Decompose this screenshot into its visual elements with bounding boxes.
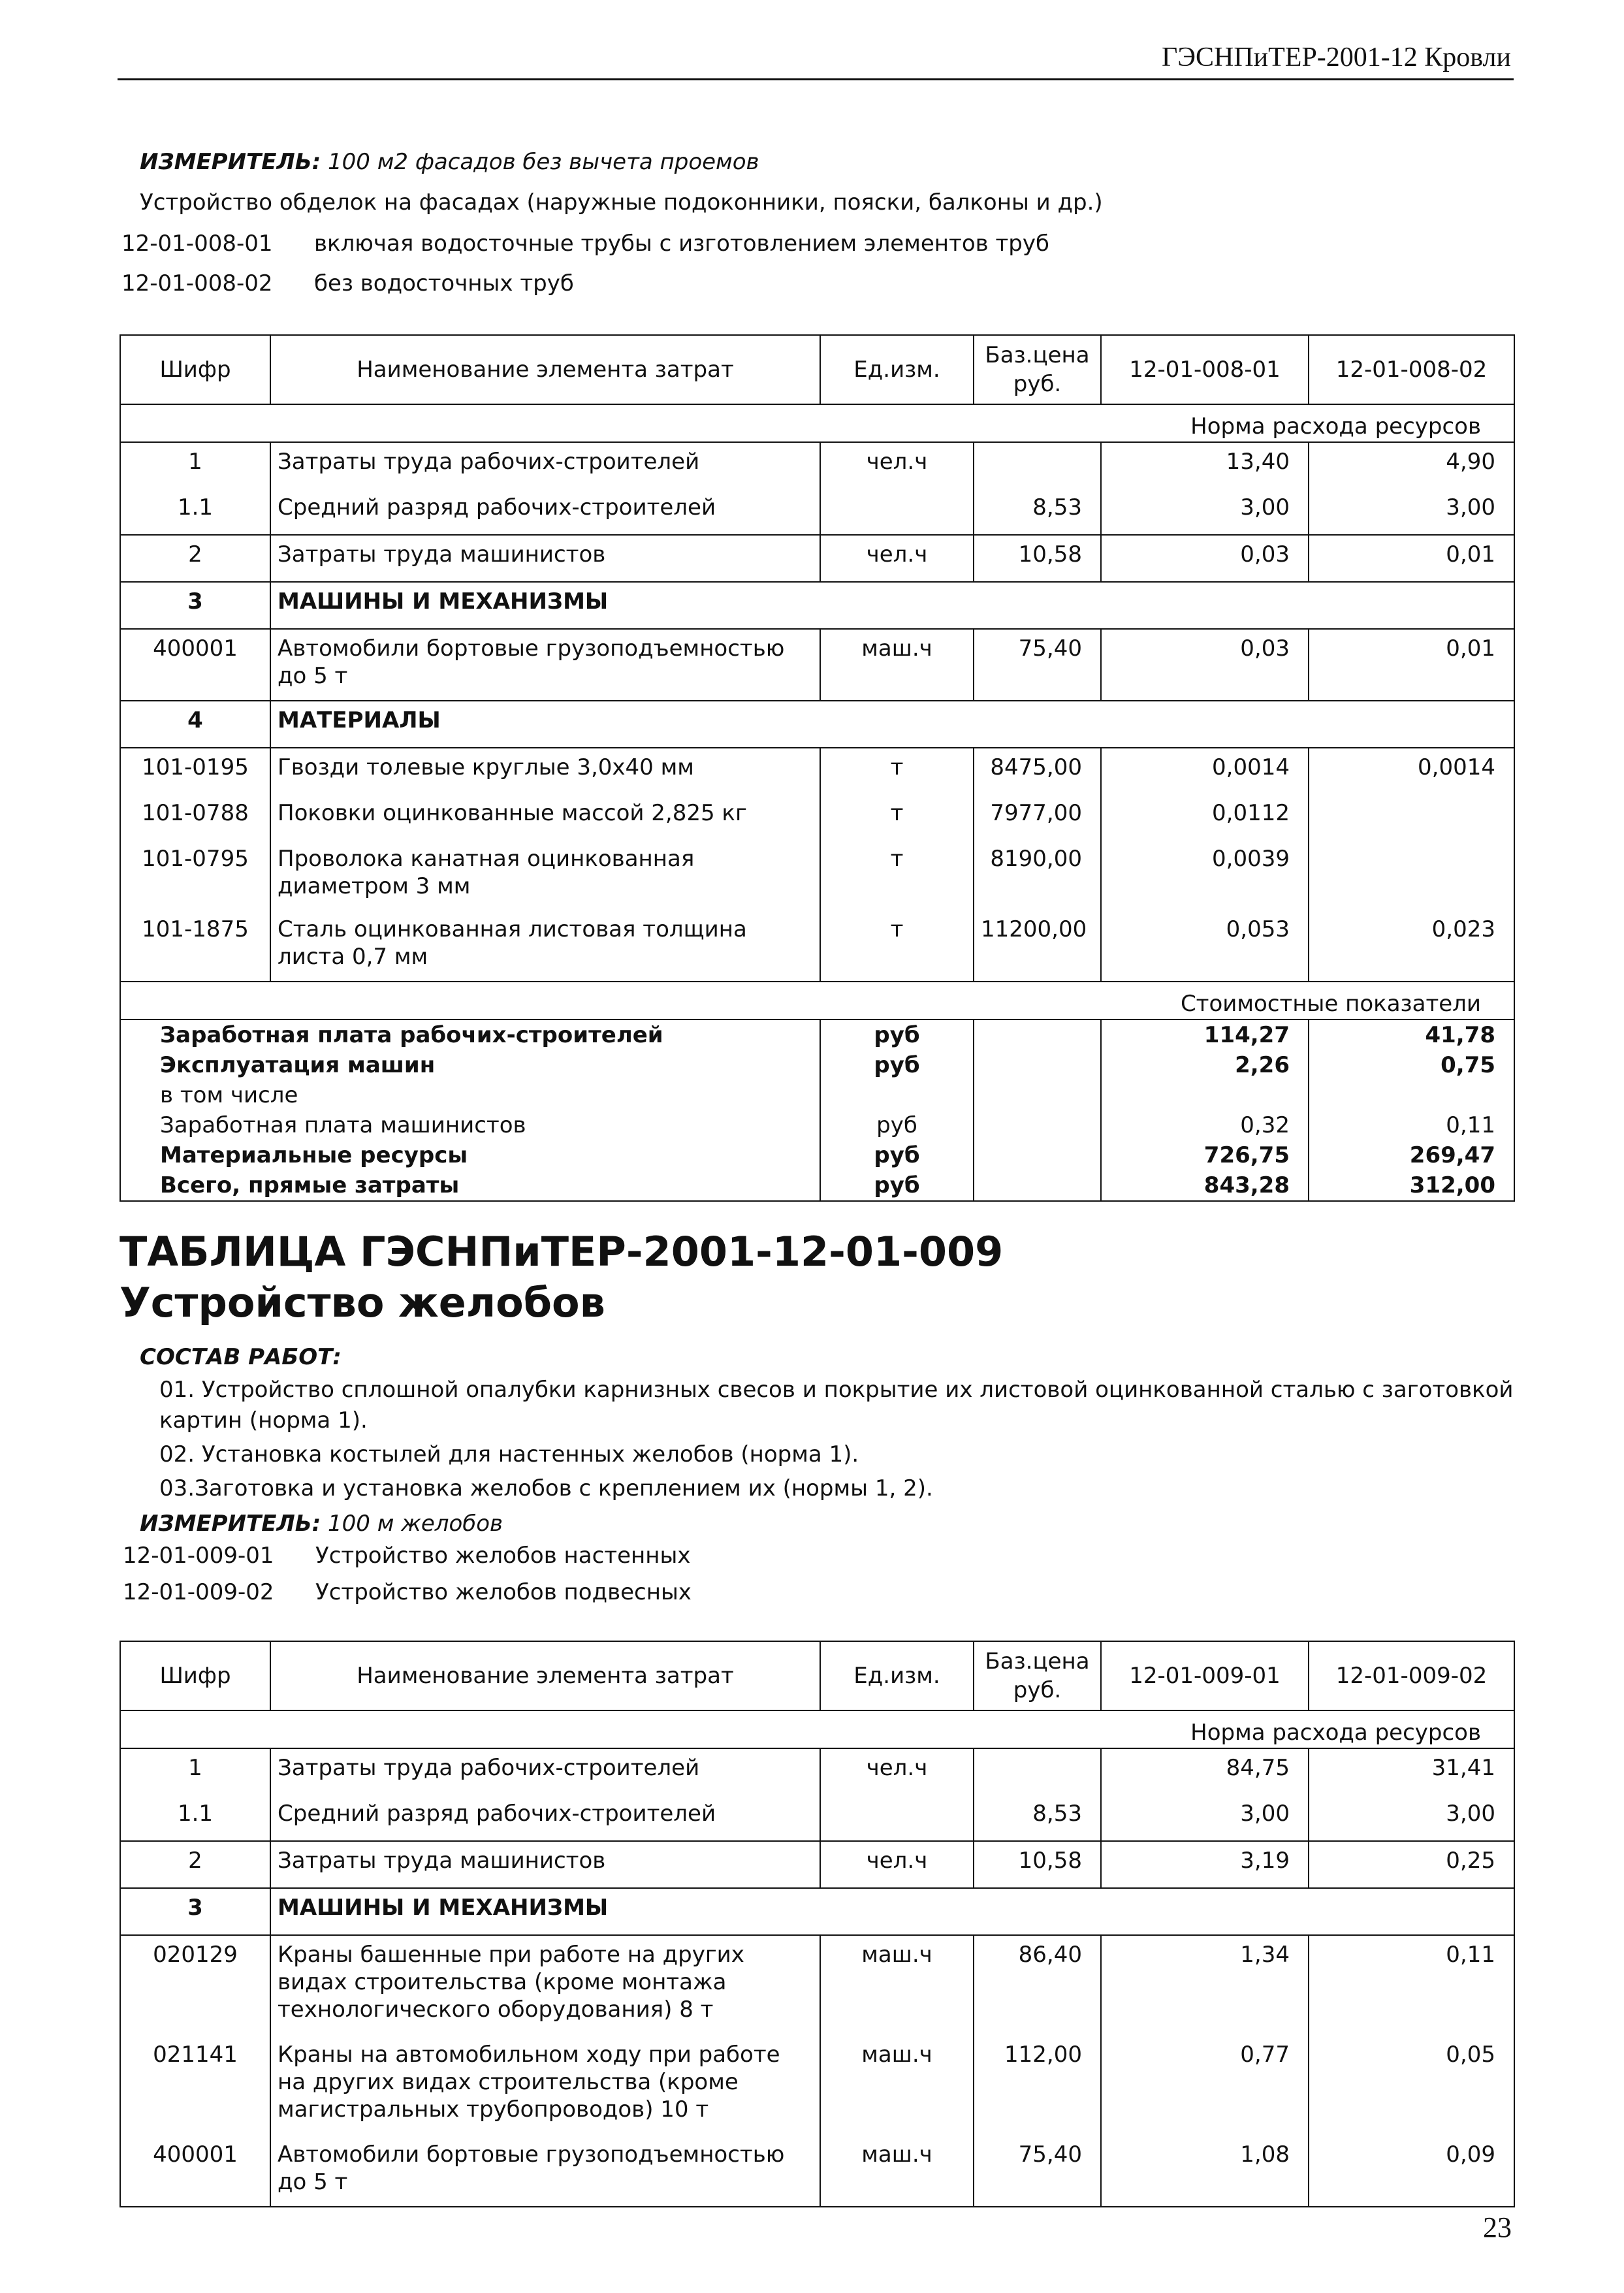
row-price — [974, 1748, 1101, 1795]
row-value-2: 4,90 — [1309, 442, 1514, 489]
row-price: 75,40 — [974, 629, 1101, 701]
row-value-1: 0,03 — [1101, 629, 1309, 701]
row-id: 2 — [120, 535, 270, 582]
summary-name: в том числе — [120, 1080, 820, 1110]
row-price: 10,58 — [974, 535, 1101, 582]
page-number: 23 — [1483, 2211, 1512, 2243]
table-row — [120, 1841, 1514, 1888]
summary-value-2: 312,00 — [1309, 1170, 1514, 1201]
row-id: 101-0195 — [120, 748, 270, 794]
row-id: 101-0795 — [120, 840, 270, 910]
row-price — [974, 442, 1101, 489]
row-unit: т — [820, 748, 974, 794]
norms-table-1 — [119, 334, 1515, 1202]
measure-value: 100 м желобов — [328, 1511, 503, 1537]
table-header-row — [120, 335, 1514, 404]
summary-value-2 — [1309, 1080, 1514, 1110]
work-label-text: СОСТАВ РАБОТ: — [140, 1344, 342, 1370]
code-number: 12-01-009-02 — [123, 1579, 274, 1605]
table-row — [120, 535, 1514, 582]
section-row — [120, 582, 1514, 629]
summary-unit: руб — [820, 1110, 974, 1140]
row-unit: чел.ч — [820, 442, 974, 489]
row-price: 11200,00 — [974, 910, 1101, 982]
row-value-1: 0,03 — [1101, 535, 1309, 582]
measure-line-1 — [140, 149, 759, 175]
table-row — [120, 629, 1514, 701]
summary-name: Эксплуатация машин — [120, 1050, 820, 1080]
row-id: 020129 — [120, 1935, 270, 2036]
table-row — [120, 840, 1514, 910]
row-id: 1.1 — [120, 489, 270, 535]
row-name: Затраты труда рабочих-строителей — [270, 1748, 820, 1795]
measure-label: ИЗМЕРИТЕЛЬ: — [140, 149, 321, 175]
row-id: 1 — [120, 442, 270, 489]
table-row — [120, 1795, 1514, 1841]
row-value-1: 1,34 — [1101, 1935, 1309, 2036]
row-value-1: 13,40 — [1101, 442, 1309, 489]
summary-name: Материальные ресурсы — [120, 1140, 820, 1170]
summary-row — [120, 1050, 1514, 1080]
row-name: Средний разряд рабочих-строителей — [270, 489, 820, 535]
section-row — [120, 1888, 1514, 1935]
table-row — [120, 489, 1514, 535]
row-unit: т — [820, 840, 974, 910]
summary-price — [974, 1080, 1101, 1110]
row-id: 3 — [120, 1888, 270, 1935]
cost-label: Стоимостные показатели — [120, 982, 1514, 1019]
summary-value-1: 2,26 — [1101, 1050, 1309, 1080]
table-row — [120, 1935, 1514, 2036]
row-id: 101-1875 — [120, 910, 270, 982]
row-value-2: 0,023 — [1309, 910, 1514, 982]
summary-value-1 — [1101, 1080, 1309, 1110]
row-value-2: 0,01 — [1309, 535, 1514, 582]
row-value-2: 0,09 — [1309, 2136, 1514, 2207]
summary-name: Заработная плата машинистов — [120, 1110, 820, 1140]
header-name: Наименование элемента затрат — [270, 335, 820, 404]
running-head-text: ГЭСНПиТЕР-2001-12 Кровли — [1161, 42, 1511, 72]
code-text: включая водосточные трубы с изготовлением элементов труб — [314, 231, 1049, 257]
summary-value-1: 0,32 — [1101, 1110, 1309, 1140]
summary-row — [120, 1140, 1514, 1170]
row-value-2 — [1309, 794, 1514, 840]
table-row — [120, 2036, 1514, 2136]
section1-description: Устройство обделок на фасадах (наружные подоконники, пояски, балконы и др.) — [140, 189, 1103, 216]
row-unit: чел.ч — [820, 1748, 974, 1795]
measure-value: 100 м2 фасадов без вычета проемов — [328, 149, 759, 175]
row-value-2: 0,05 — [1309, 2036, 1514, 2136]
header-col2: 12-01-008-02 — [1309, 335, 1514, 404]
row-value-2 — [1309, 840, 1514, 910]
row-name: Автомобили бортовые грузоподъемностью до 5 т — [270, 2136, 820, 2207]
row-id: 2 — [120, 1841, 270, 1888]
summary-price — [974, 1110, 1101, 1140]
section-row — [120, 701, 1514, 748]
row-value-1: 0,0112 — [1101, 794, 1309, 840]
header-unit: Ед.изм. — [820, 1641, 974, 1710]
work-item: 03.Заготовка и установка желобов с креплением их (нормы 1, 2). — [159, 1475, 933, 1501]
row-id: 4 — [120, 701, 270, 748]
code-text: без водосточных труб — [314, 270, 574, 297]
row-name: МАШИНЫ И МЕХАНИЗМЫ — [270, 582, 1514, 629]
summary-value-2: 41,78 — [1309, 1019, 1514, 1050]
row-unit — [820, 1795, 974, 1841]
row-unit: чел.ч — [820, 1841, 974, 1888]
row-value-2: 0,01 — [1309, 629, 1514, 701]
cost-label-row — [120, 982, 1514, 1019]
table-row — [120, 2136, 1514, 2207]
summary-row — [120, 1110, 1514, 1140]
row-unit: маш.ч — [820, 2036, 974, 2136]
row-value-1: 0,0039 — [1101, 840, 1309, 910]
row-value-2: 0,0014 — [1309, 748, 1514, 794]
summary-row — [120, 1019, 1514, 1050]
summary-value-2: 0,75 — [1309, 1050, 1514, 1080]
summary-row — [120, 1080, 1514, 1110]
row-name: Автомобили бортовые грузоподъемностью до 5 т — [270, 629, 820, 701]
summary-value-1: 843,28 — [1101, 1170, 1309, 1201]
summary-value-2: 0,11 — [1309, 1110, 1514, 1140]
norm-label: Норма расхода ресурсов — [120, 404, 1514, 442]
row-name: МАШИНЫ И МЕХАНИЗМЫ — [270, 1888, 1514, 1935]
norm-label-row — [120, 404, 1514, 442]
row-value-2: 31,41 — [1309, 1748, 1514, 1795]
code-number: 12-01-008-01 — [121, 231, 273, 257]
row-unit: маш.ч — [820, 629, 974, 701]
code-text: Устройство желобов настенных — [315, 1543, 691, 1569]
table-row — [120, 1748, 1514, 1795]
header-cipher: Шифр — [120, 1641, 270, 1710]
row-name: Краны на автомобильном ходу при работе на других видах строительства (кроме магистральных трубопроводов) 10 т — [270, 2036, 820, 2136]
row-name: Гвозди толевые круглые 3,0х40 мм — [270, 748, 820, 794]
row-value-2: 0,11 — [1309, 1935, 1514, 2036]
summary-price — [974, 1019, 1101, 1050]
table-row — [120, 442, 1514, 489]
row-value-1: 1,08 — [1101, 2136, 1309, 2207]
work-label — [140, 1344, 342, 1370]
code-line — [121, 270, 574, 297]
row-unit: т — [820, 910, 974, 982]
measure-label: ИЗМЕРИТЕЛЬ: — [140, 1511, 321, 1537]
row-name: Сталь оцинкованная листовая толщина листа 0,7 мм — [270, 910, 820, 982]
summary-price — [974, 1170, 1101, 1201]
header-unit: Ед.изм. — [820, 335, 974, 404]
summary-unit — [820, 1080, 974, 1110]
summary-value-2: 269,47 — [1309, 1140, 1514, 1170]
row-unit: чел.ч — [820, 535, 974, 582]
row-name: МАТЕРИАЛЫ — [270, 701, 1514, 748]
row-id: 400001 — [120, 629, 270, 701]
summary-row — [120, 1170, 1514, 1201]
row-id: 021141 — [120, 2036, 270, 2136]
summary-value-1: 114,27 — [1101, 1019, 1309, 1050]
summary-name: Всего, прямые затраты — [120, 1170, 820, 1201]
code-number: 12-01-008-02 — [121, 270, 273, 297]
row-name: Затраты труда рабочих-строителей — [270, 442, 820, 489]
row-price: 8,53 — [974, 1795, 1101, 1841]
code-number: 12-01-009-01 — [123, 1543, 274, 1569]
row-price: 112,00 — [974, 2036, 1101, 2136]
header-col1: 12-01-008-01 — [1101, 335, 1309, 404]
summary-value-1: 726,75 — [1101, 1140, 1309, 1170]
row-price: 8,53 — [974, 489, 1101, 535]
row-unit: маш.ч — [820, 2136, 974, 2207]
header-name: Наименование элемента затрат — [270, 1641, 820, 1710]
header-cipher: Шифр — [120, 335, 270, 404]
row-price: 8190,00 — [974, 840, 1101, 910]
header-price: Баз.цена руб. — [974, 1641, 1101, 1710]
code-line — [123, 1543, 690, 1569]
row-name: Затраты труда машинистов — [270, 1841, 820, 1888]
row-id: 400001 — [120, 2136, 270, 2207]
table-header-row — [120, 1641, 1514, 1710]
header-price: Баз.цена руб. — [974, 335, 1101, 404]
header-col1: 12-01-009-01 — [1101, 1641, 1309, 1710]
row-name: Затраты труда машинистов — [270, 535, 820, 582]
row-id: 1.1 — [120, 1795, 270, 1841]
row-value-2: 3,00 — [1309, 489, 1514, 535]
summary-unit: руб — [820, 1019, 974, 1050]
summary-unit: руб — [820, 1140, 974, 1170]
summary-price — [974, 1140, 1101, 1170]
row-price: 86,40 — [974, 1935, 1101, 2036]
row-price: 8475,00 — [974, 748, 1101, 794]
running-head — [118, 38, 1514, 80]
table-title: ТАБЛИЦА ГЭСНПиТЕР-2001-12-01-009 — [119, 1228, 1004, 1275]
row-value-1: 3,19 — [1101, 1841, 1309, 1888]
row-value-1: 84,75 — [1101, 1748, 1309, 1795]
row-value-2: 3,00 — [1309, 1795, 1514, 1841]
row-unit: т — [820, 794, 974, 840]
work-item: 02. Установка костылей для настенных желобов (норма 1). — [159, 1441, 859, 1467]
row-value-1: 3,00 — [1101, 1795, 1309, 1841]
table-row — [120, 910, 1514, 982]
norms-table-2 — [119, 1641, 1515, 2207]
row-price: 7977,00 — [974, 794, 1101, 840]
row-price: 75,40 — [974, 2136, 1101, 2207]
row-value-1: 0,053 — [1101, 910, 1309, 982]
row-id: 3 — [120, 582, 270, 629]
summary-name: Заработная плата рабочих-строителей — [120, 1019, 820, 1050]
summary-price — [974, 1050, 1101, 1080]
row-name: Средний разряд рабочих-строителей — [270, 1795, 820, 1841]
row-name: Поковки оцинкованные массой 2,825 кг — [270, 794, 820, 840]
table-row — [120, 748, 1514, 794]
row-name: Проволока канатная оцинкованная диаметром 3 мм — [270, 840, 820, 910]
row-value-1: 0,0014 — [1101, 748, 1309, 794]
row-value-2: 0,25 — [1309, 1841, 1514, 1888]
row-unit — [820, 489, 974, 535]
row-price: 10,58 — [974, 1841, 1101, 1888]
work-item: картин (норма 1). — [159, 1407, 368, 1434]
row-id: 101-0788 — [120, 794, 270, 840]
summary-unit: руб — [820, 1170, 974, 1201]
row-id: 1 — [120, 1748, 270, 1795]
norm-label-row — [120, 1710, 1514, 1748]
norm-label: Норма расхода ресурсов — [120, 1710, 1514, 1748]
code-text: Устройство желобов подвесных — [315, 1579, 692, 1605]
header-col2: 12-01-009-02 — [1309, 1641, 1514, 1710]
work-item: 01. Устройство сплошной опалубки карнизных свесов и покрытие их листовой оцинкованной сталью с заготовкой — [159, 1377, 1514, 1403]
row-value-1: 0,77 — [1101, 2036, 1309, 2136]
row-unit: маш.ч — [820, 1935, 974, 2036]
table-row — [120, 794, 1514, 840]
code-line — [121, 231, 1049, 257]
row-name: Краны башенные при работе на других видах строительства (кроме монтажа технологического оборудования) 8 т — [270, 1935, 820, 2036]
section-subtitle: Устройство желобов — [119, 1279, 605, 1326]
summary-unit: руб — [820, 1050, 974, 1080]
row-value-1: 3,00 — [1101, 489, 1309, 535]
code-line — [123, 1579, 692, 1605]
measure-line-2 — [140, 1511, 503, 1537]
